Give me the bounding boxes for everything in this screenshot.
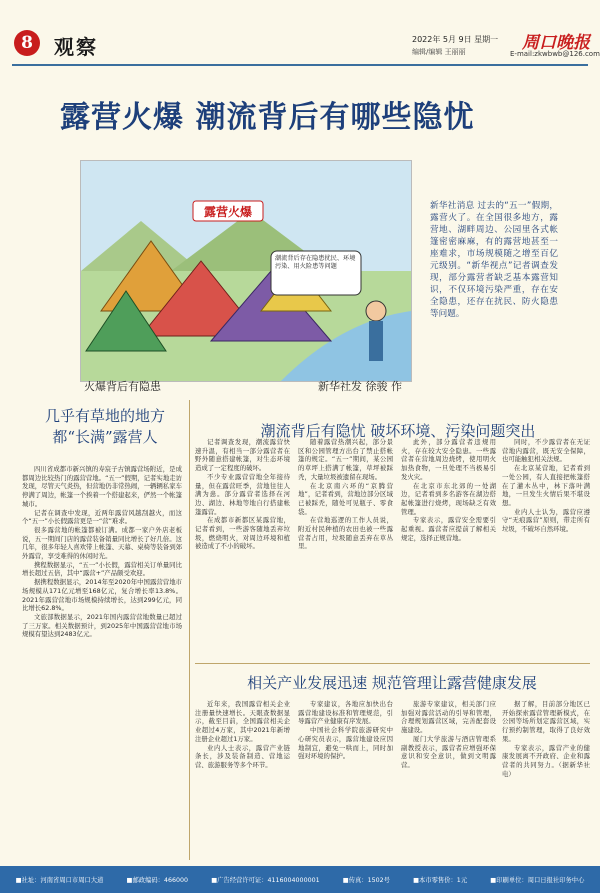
paragraph: 专家表示，露营安全需要引起重视。露营者应提前了解相关规定，选择正规营地。 [401,516,496,542]
paragraph: 业内人士表示，露营产业链条长，涉及装备制造、营地运营、旅游服务等多个环节。 [195,743,290,769]
section-title: 观察 [54,35,98,59]
article-column-5 [502,438,590,660]
article-column-7 [298,700,393,852]
paragraph: 在成都市新都区某露营地，记者看到，一些游客随地丢弃垃圾，燃烧明火，对周边环境和植被造成了不小的破坏。 [195,516,290,551]
speech-bubble-text: 潮流背后存在隐患扰民、环境污染、用火险患等问题 [275,255,356,270]
paragraph: 记者在调查中发现，近两年露营风越刮越火，而这个“五一”小长假露营更是一“营”难求。 [22,508,182,526]
subhead-1-line-1: 几乎有草地的地方 [44,407,165,425]
article-column-8 [401,700,496,852]
subhead-2: 潮流背后有隐忧 破坏环境、污染问题突出 [260,422,536,440]
cartoon-illustration [80,160,412,382]
section-divider [195,663,590,664]
paragraph: 业内人士认为，露营应遵守“无痕露营”原则，带走所有垃圾，不破坏自然环境。 [502,507,590,534]
headline: 露营火爆 潮流背后有哪些隐忧 [60,100,475,135]
paragraph: 文旅部数据显示，2021年国内露营营地数量已超过了三万家。相关数据预计，到2025年中国露营营地市场规模有望达到2483亿元。 [22,612,182,639]
paragraph: 在北京某营地，记者看到一处公园，有人直接把帐篷搭在了灌木丛中，林下落叶满地，一旦发生火情后果不堪设想。 [502,464,590,507]
paragraph: 据了解，目前部分地区已开始探索露营管理新模式，在公园等场所划定露营区域，实行预约制管理，取得了良好效果。 [502,700,590,743]
newspaper-logo: 周口晚报 [522,33,590,53]
page-number-badge: 8 [14,30,40,56]
editor-credit: 编辑/编辑 王丽丽 [412,48,466,56]
paragraph: 专家建议，各地应加快出台露营地建设标准和管理规范，引导露营产业健康有序发展。 [298,700,393,726]
paragraph: 据携程数据显示，2014年至2020年中国露营营地市场规模从171亿元增至168亿元，复合增长率13.8%。2021年露营营地市场规模持续增长，达到299亿元，同比增长62.8%。 [22,578,182,613]
camping-cartoon-icon [81,161,411,381]
article-column-4 [401,438,496,660]
article-column-6 [195,700,290,852]
footer-printer: ■印刷单位：周口日报社印务中心 [490,877,585,884]
subhead-1 [20,405,190,447]
article-column-1 [22,465,182,855]
page-footer [0,866,600,893]
paragraph: 专家表示，露营产业的健康发展离不开政府、企业和露营者的共同努力。（据新华社电） [502,743,590,778]
paragraph: 很多露营地的帐篷都被订满。成都一家户外店老板说，五一期间门店的露营装备销量同比增长了好几倍。这几年，很多年轻人喜欢带上帐篷、天幕、桌椅等装备到郊外露营，享受难得的休闲时光。 [22,525,182,561]
illustration-banner: 露营火爆 [203,205,253,219]
illustration-caption: 火爆背后有隐患 [84,380,161,393]
paragraph: 同时，不少露营者在无证营地内露营，既无安全保障，也可能触犯相关法规。 [502,438,590,464]
paragraph: 旅游专家建议，相关部门应加强对露营活动的引导和管理，合理规划露营区域，完善配套设施建设。 [401,700,496,735]
paragraph: 中国社会科学院旅游研究中心研究员表示，露营地建设应因地制宜，避免一哄而上，同时加强对环境的保护。 [298,726,393,761]
paragraph: 四川省成都市新兴镇的寿宸子古镇露营场附近，是成都周边比较热门的露营营地。“五一”假期，记者实地走访发现，尽管天气炎热，但营地仍非常热闹，一辆辆私家车停满了周边，帐篷一个挨着一个搭建起来，俨然一个帐篷城市。 [22,465,182,508]
paragraph: 在北京市东北郊的一处湖边，记者看到多名游客在湖边搭起帐篷进行烧烤，现场缺乏有效管理。 [401,481,496,516]
paragraph: 记者调查发现，潮流露营快速升温，有相当一部分露营者在野外随意搭建帐篷，对生态环境造成了一定程度的破坏。 [195,438,290,473]
article-column-2 [195,438,290,660]
paragraph: 随着露营热潮兴起，部分景区和公园管理方出台了禁止搭帐篷的规定。“五一”期间，某公园的草坪上搭满了帐篷，草坪被踩秃，大量垃圾被遗留在现场。 [298,438,393,481]
footer-postcode: ■邮政编码：466000 [126,877,189,884]
subhead-3: 相关产业发展迅速 规范管理让露营健康发展 [247,674,537,692]
paragraph: 不少专业露营营地全年接待量，但在露营旺季，营地往往人满为患。部分露营者选择在河边、湖边、林地等地自行搭建帐篷露营。 [195,472,290,516]
paragraph: 在营地巡逻的工作人员说，附近村民种植的农田也被一些露营者占用，垃圾随意丢弃在草丛里。 [298,516,393,551]
paragraph: 携程数据显示，“五一”小长假，露营相关订单量同比增长超过五倍，其中“露营+”产品颇受欢迎。 [22,560,182,578]
article-column-9 [502,700,590,852]
newspaper-email: E-mail:zkwbwb@126.com [510,50,600,58]
lead-paragraph: 新华社消息 过去的“五一”假期，露营火了。在全国很多地方，露营地、湖畔周边、公园里各式帐篷密密麻麻，有的露营地甚至一座难求，市场规模随之增至百亿元级别。“新华视点”记者调查发现，部分露营者缺乏基本露营知识，不仅环境污染严重，存在安全隐患，还存在扰民、防火隐患等问题。 [430,201,558,319]
footer-price: ■本市零售价：1元 [413,877,468,884]
article-column-3 [298,438,393,660]
subhead-1-line-2: 都“长满”露营人 [52,428,158,446]
issue-date: 2022年 5月 9日 星期一 [412,35,499,44]
footer-address: ■社址：河南省周口市周口大道 [15,877,104,884]
paragraph: 此外，部分露营者违规用火，存在较大安全隐患。一些露营者在营地周边烧烤，使用明火加热食物，一旦处理不当极易引发火灾。 [401,438,496,481]
paragraph: 厦门大学旅游与酒店管理系副教授表示，露营者应增强环保意识和安全意识，做到文明露营。 [401,734,496,769]
footer-ad-license: ■广告经营许可证：4116004000001 [211,877,320,884]
column-divider [189,400,190,860]
header-divider [12,64,588,66]
footer-fax: ■传真：1502号 [342,877,390,884]
illustration-credit: 新华社发 徐骏 作 [318,380,402,393]
paragraph: 近年来，我国露营相关企业注册量快速增长。天眼查数据显示，截至目前，全国露营相关企业超过4万家，其中2021年新增注册企业超过1万家。 [195,700,290,743]
paragraph: 在北京南六环的“京腾营地”，记者看到，营地边部分区域已被踩秃，随处可见瓶子、零食袋。 [298,481,393,516]
